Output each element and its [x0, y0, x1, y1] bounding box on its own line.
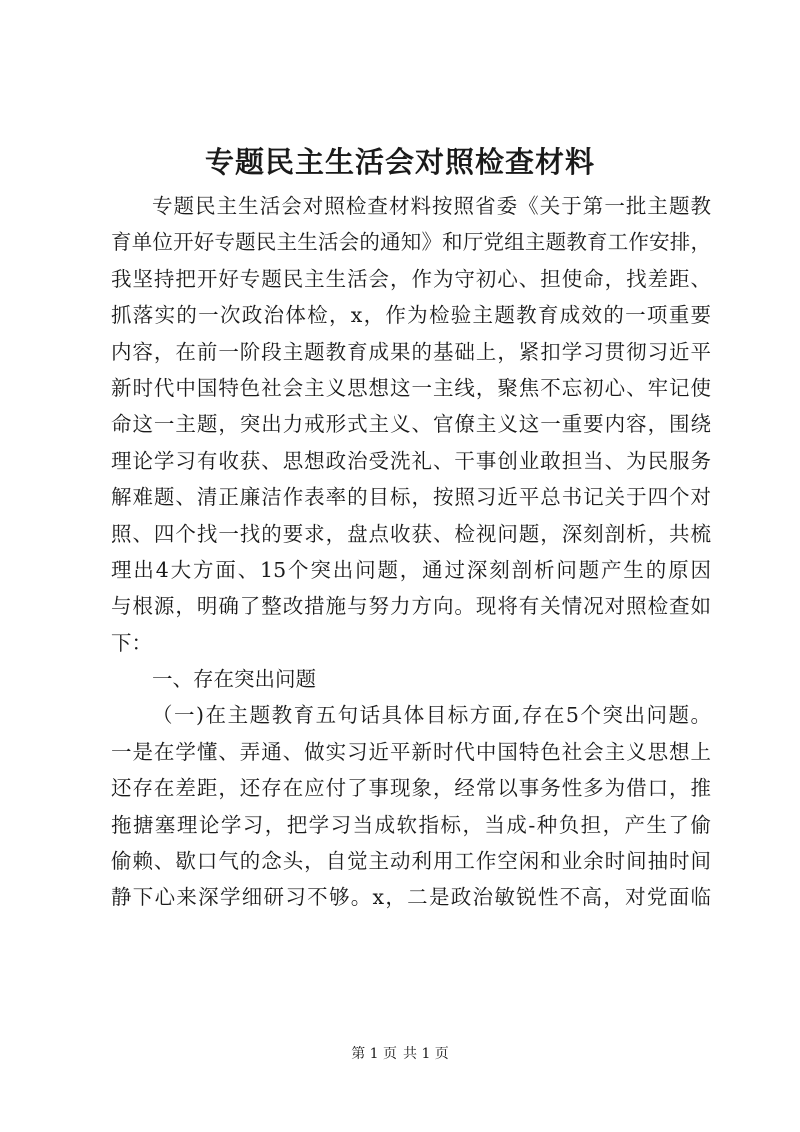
- paragraph-line: 与根源，明确了整改措施与努力方向。现将有关情况对照检查如: [111, 594, 711, 619]
- paragraph-line: 一是在学懂、弄通、做实习近平新时代中国特色社会主义思想上: [111, 739, 711, 764]
- paragraph-line: 偷赖、歇口气的念头，自觉主动利用工作空闲和业余时间抽时间: [111, 849, 711, 874]
- paragraph-line: 我坚持把开好专题民主生活会，作为守初心、担使命，找差距、: [111, 266, 711, 291]
- paragraph-line: 专题民主生活会对照检查材料按照省委《关于第一批主题教: [152, 194, 711, 218]
- paragraph-line: 解难题、清正廉洁作表率的目标，按照习近平总书记关于四个对: [111, 485, 711, 510]
- paragraph-line: 新时代中国特色社会主义思想这一主线，聚焦不忘初心、牢记使: [111, 375, 711, 400]
- paragraph-line: 拖搪塞理论学习，把学习当成软指标，当成-种负担，产生了偷: [111, 812, 711, 837]
- subsection-heading: （一)在主题教育五句话具体目标方面,存在5个突出问题。: [152, 703, 711, 728]
- paragraph-line: 育单位开好专题民主生活会的通知》和厅党组主题教育工作安排，: [111, 230, 711, 255]
- section-heading: 一、存在突出问题: [152, 667, 316, 692]
- page-footer: [0, 1044, 800, 1064]
- paragraph-line: 内容，在前一阶段主题教育成果的基础上，紧扣学习贯彻习近平: [111, 339, 711, 364]
- document-title: 专题民主生活会对照检查材料: [204, 145, 595, 179]
- page-total: 共 1 页: [403, 1046, 449, 1062]
- paragraph-line: 还存在差距，还存在应付了事现象，经常以事务性多为借口，推: [111, 776, 711, 801]
- paragraph-line: 理论学习有收获、思想政治受洗礼、干事创业敢担当、为民服务: [111, 448, 711, 473]
- paragraph-line: 命这一主题，突出力戒形式主义、官僚主义这一重要内容，围绕: [111, 412, 711, 437]
- paragraph-line: 理出4大方面、15个突出问题，通过深刻剖析问题产生的原因: [111, 557, 711, 582]
- page-number: 第 1 页: [351, 1046, 397, 1062]
- paragraph-line: 抓落实的一次政治体检，x，作为检验主题教育成效的一项重要: [111, 303, 711, 328]
- paragraph-line: 照、四个找一找的要求，盘点收获、检视问题，深刻剖析，共梳: [111, 521, 711, 546]
- paragraph-line: 静下心来深学细研习不够。x，二是政治敏锐性不高，对党面临: [111, 885, 711, 910]
- document-body: [111, 188, 711, 916]
- paragraph-line: 下：: [111, 630, 152, 655]
